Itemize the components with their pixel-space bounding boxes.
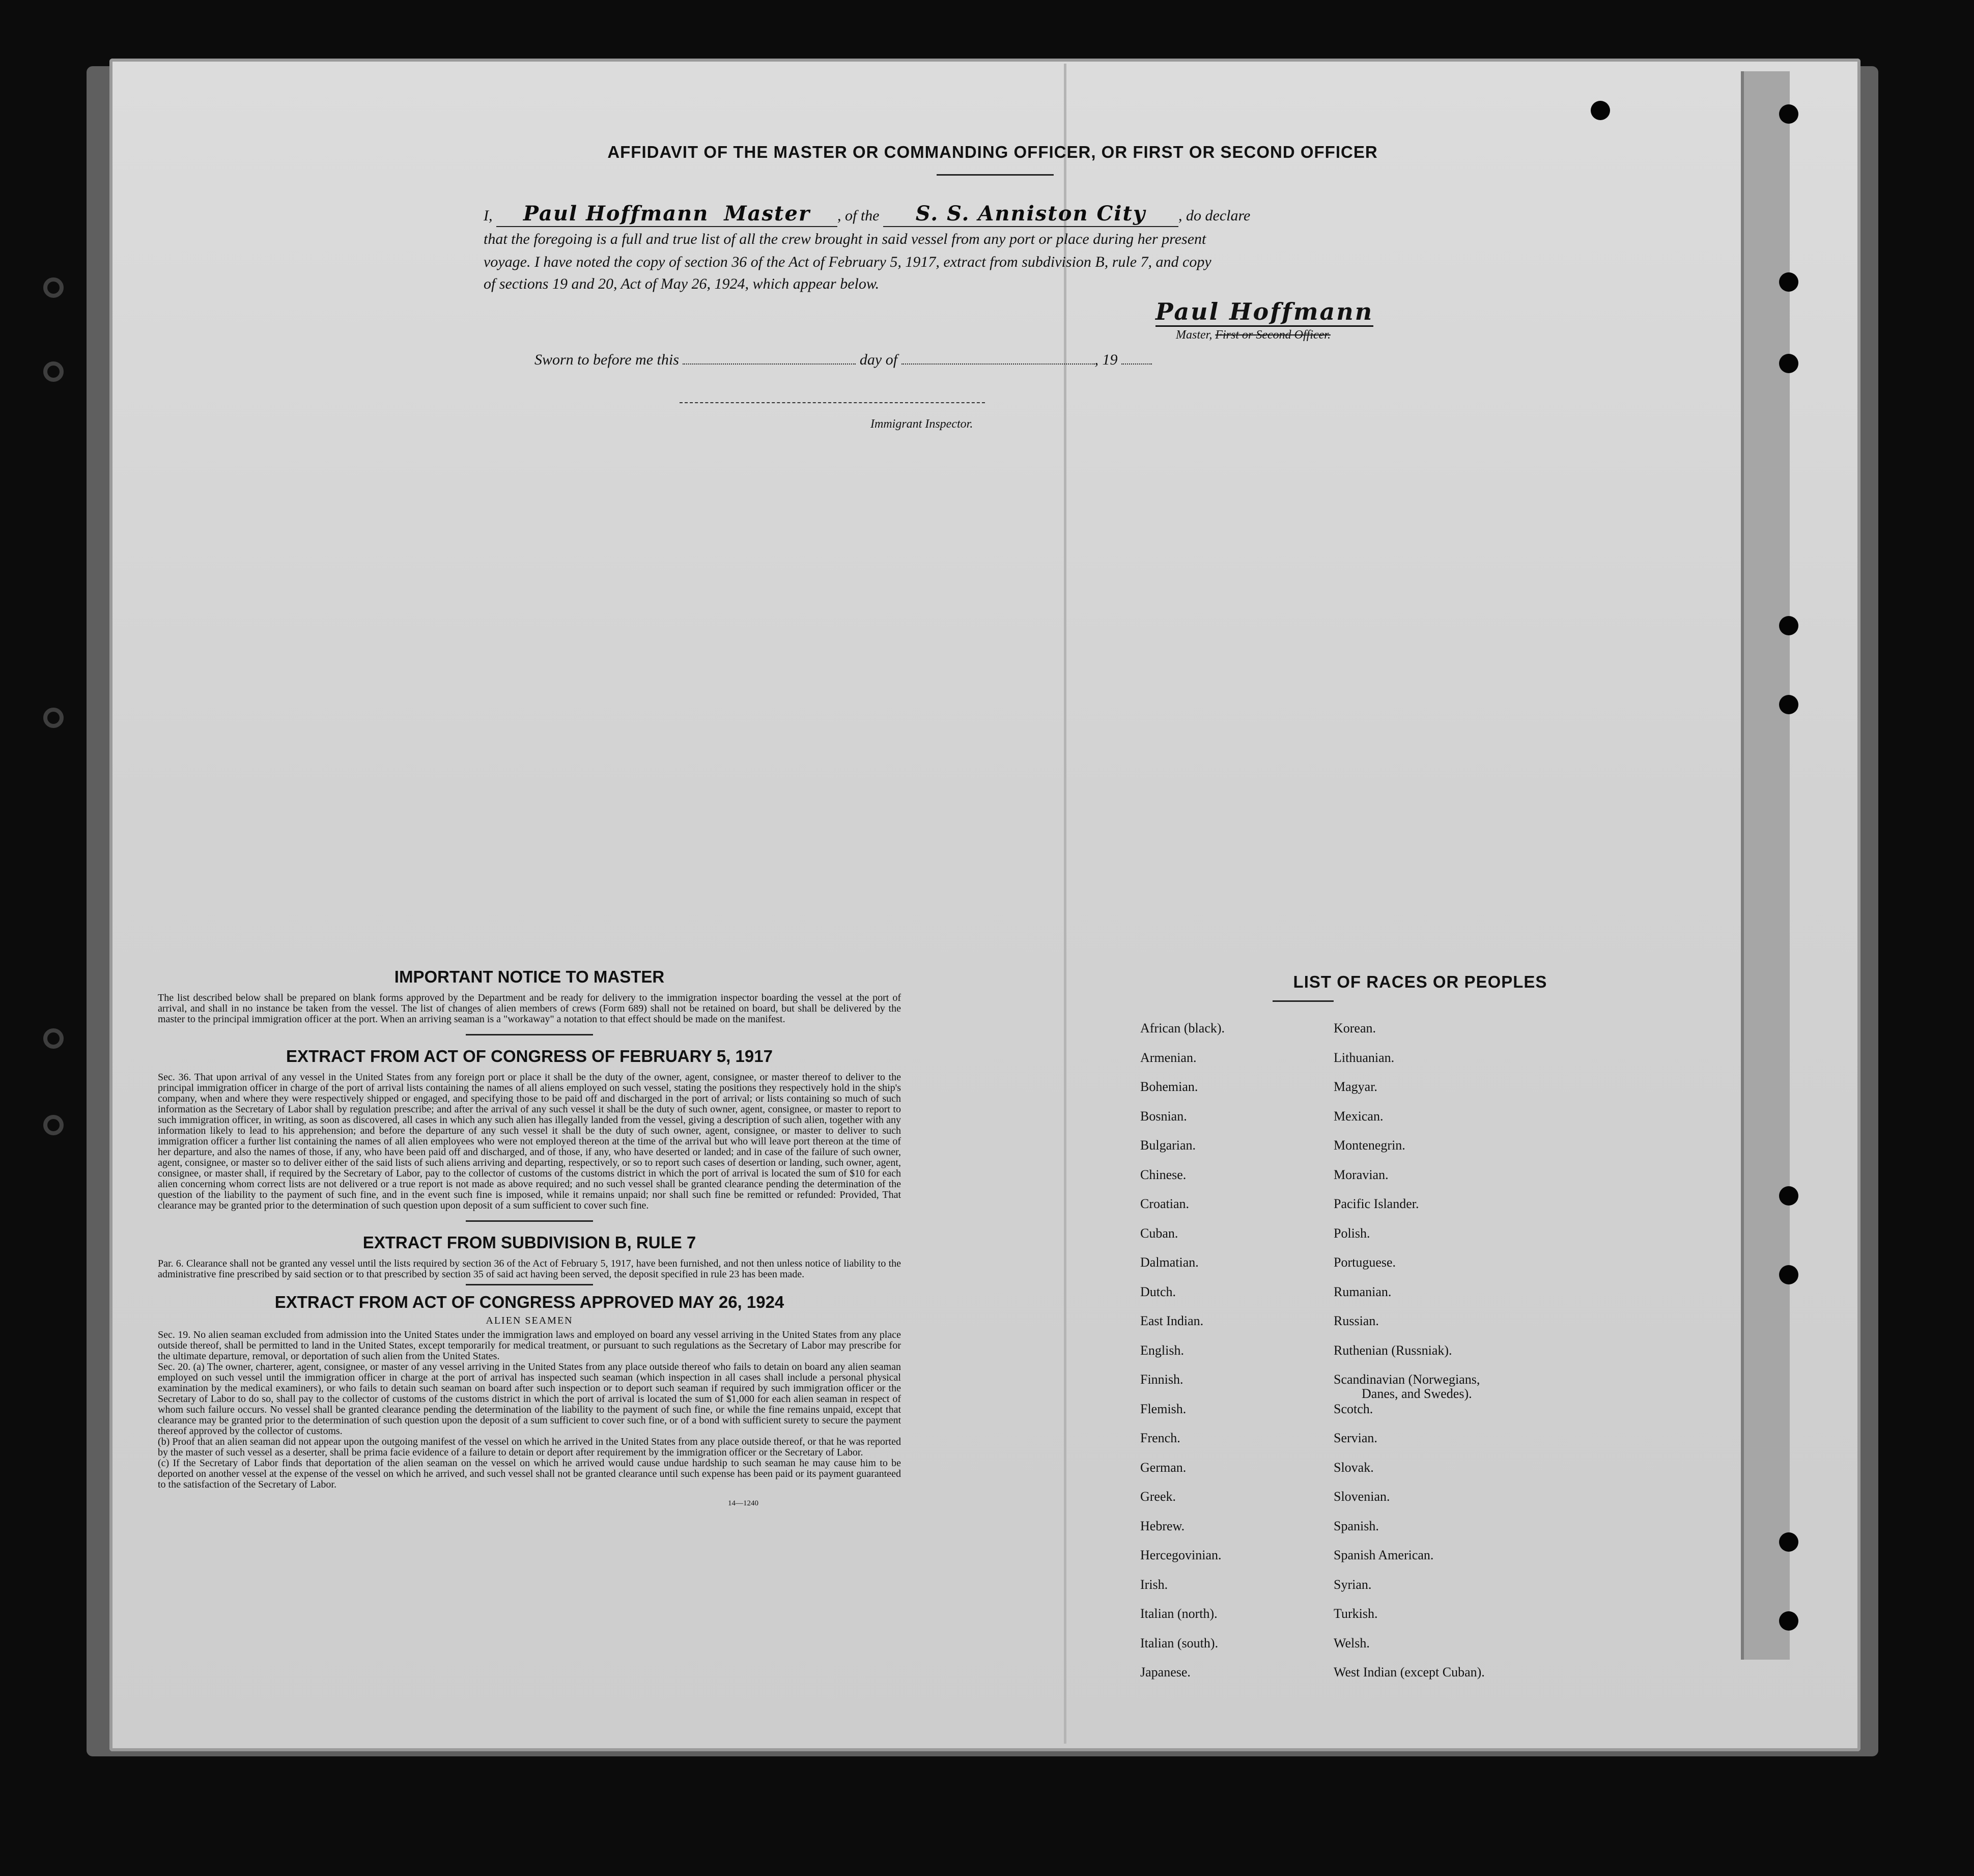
separator bbox=[466, 1284, 593, 1285]
punch-hole bbox=[1779, 272, 1798, 292]
race-item: French. bbox=[1140, 1431, 1180, 1445]
race-item: Polish. bbox=[1334, 1225, 1370, 1241]
race-item: African (black). bbox=[1140, 1021, 1225, 1035]
form-number: 14—1240 bbox=[728, 1499, 758, 1507]
separator bbox=[466, 1034, 593, 1035]
race-item: Slovak. bbox=[1334, 1460, 1374, 1475]
race-item: Servian. bbox=[1334, 1431, 1377, 1445]
affidavit-i: I, bbox=[484, 207, 493, 224]
race-item: Dutch. bbox=[1140, 1284, 1176, 1299]
signature-caption-master: Master, bbox=[1176, 328, 1216, 342]
race-item: Flemish. bbox=[1140, 1401, 1187, 1416]
punch-hole bbox=[1779, 1611, 1798, 1631]
race-item: Korean. bbox=[1334, 1021, 1376, 1035]
race-item: Finnish. bbox=[1140, 1372, 1183, 1387]
extract-1924-title: EXTRACT FROM ACT OF CONGRESS APPROVED MAY 26, 1924 bbox=[274, 1293, 784, 1311]
race-item: Bohemian. bbox=[1140, 1079, 1198, 1094]
sworn-text: Sworn to before me this bbox=[534, 351, 679, 368]
race-item: Armenian. bbox=[1140, 1050, 1197, 1065]
punch-hole bbox=[1591, 101, 1610, 120]
race-item: Syrian. bbox=[1334, 1577, 1372, 1592]
binder-ring bbox=[43, 277, 64, 298]
races-title: LIST OF RACES OR PEOPLES bbox=[1293, 972, 1547, 991]
center-fold bbox=[1064, 64, 1066, 1744]
extract-rule7-text: Par. 6. Clearance shall not be granted any vessel until the lists required by section 36 of the Act of February 5, 1917, have been furnished, and not then unless notice of liability to the administrative fine prescribed by said section or to that prescribed by section 35 of said act having been served, the deposit specified in rule 23 has been made. bbox=[158, 1258, 901, 1280]
races-title-rule bbox=[1273, 1000, 1334, 1002]
race-item: Ruthenian (Russniak). bbox=[1334, 1342, 1452, 1358]
race-item: Danes, and Swedes). bbox=[1362, 1386, 1472, 1401]
binder-ring bbox=[43, 708, 64, 728]
race-item: Bosnian. bbox=[1140, 1108, 1187, 1124]
race-item: Irish. bbox=[1140, 1577, 1168, 1592]
race-item: Hebrew. bbox=[1140, 1518, 1185, 1533]
extract-1917-text: Sec. 36. That upon arrival of any vessel in the United States from any foreign port or place it shall be the duty of the owner, agent, consignee, or master thereof to deliver to the principal immigration officer in charge of the port of arrival lists containing the names of all aliens employed on such vessel, stating the positions they respectively hold in the ship's company, when and where they were respectively shipped or engaged, and specifying those to be paid off and discharged in the port of arrival; or lists containing so much of such information as the Secretary of Labor shall by regulation prescribe; and after the arrival of any such vessel it shall be the duty of such owner, agent, consignee, or master to report to such immigration officer, in writing, as soon as discovered, all cases in which any such alien has illegally landed from the vessel, giving a description of such alien, together with any information likely to lead to his apprehension; and before the departure of any such vessel it shall be the duty of such owner, agent, consignee, or master to deliver to such immigration officer a further list containing the names of all alien employees who were not employed thereon at the time of the arrival but who will leave port thereon at the time of her departure, and also the names of those, if any, who have been paid off and discharged, and of those, if any, who have deserted or landed; and in case of the failure of such owner, agent, consignee, or master so to deliver either of the said lists of such aliens arriving and departing, respectively, or so to report such cases of desertion or landing, such owner, agent, consignee, or master shall, if required by the Secretary of Labor, pay to the collector of customs of the customs district in which the port of arrival is located the sum of $10 for each alien concerning whom correct lists are not delivered or a true report is not made as above required; and no such vessel shall be granted clearance pending the determination of the question of the liability to the payment of such fine, and in the event such fine is imposed, while it remains unpaid; nor shall such fine be remitted or refunded: Provided, That clearance may be granted prior to the determination of such question upon deposit of a sum sufficient to cover such fine. bbox=[158, 1072, 901, 1211]
race-item: Magyar. bbox=[1334, 1079, 1377, 1094]
year-prefix-text: , 19 bbox=[1094, 351, 1118, 368]
race-item: German. bbox=[1140, 1460, 1187, 1475]
punch-hole bbox=[1779, 1265, 1798, 1284]
race-item: Dalmatian. bbox=[1140, 1255, 1199, 1270]
sworn-line bbox=[534, 351, 1152, 369]
race-item: Rumanian. bbox=[1334, 1284, 1392, 1299]
race-item: Russian. bbox=[1334, 1313, 1379, 1328]
page-edge bbox=[1741, 71, 1790, 1660]
race-item: Scotch. bbox=[1334, 1401, 1373, 1416]
master-rank: Master bbox=[724, 202, 811, 226]
do-declare-text: , do declare bbox=[1178, 207, 1251, 224]
punch-hole bbox=[1779, 104, 1798, 124]
race-item: Pacific Islander. bbox=[1334, 1196, 1419, 1211]
signature-caption-struck: First or Second Officer. bbox=[1215, 328, 1331, 342]
race-item: Portuguese. bbox=[1334, 1255, 1396, 1270]
master-signature: Paul Hoffmann bbox=[1155, 298, 1373, 327]
race-item: Moravian. bbox=[1334, 1167, 1389, 1182]
race-item: Hercegovinian. bbox=[1140, 1548, 1222, 1562]
extract-rule7-title: EXTRACT FROM SUBDIVISION B, RULE 7 bbox=[362, 1233, 696, 1252]
of-the-text: , of the bbox=[837, 207, 880, 224]
affidavit-declaration-line bbox=[484, 204, 1451, 227]
race-item: English. bbox=[1140, 1342, 1184, 1358]
race-item: Greek. bbox=[1140, 1489, 1176, 1504]
race-item: West Indian (except Cuban). bbox=[1334, 1665, 1485, 1679]
extract-1917-title: EXTRACT FROM ACT OF CONGRESS OF FEBRUARY 5, 1917 bbox=[286, 1047, 773, 1066]
affidavit-line-2: that the foregoing is a full and true list of all the crew brought in said vessel from any port or place during her present bbox=[484, 231, 1206, 247]
inspector-signature-line bbox=[680, 402, 985, 403]
legal-notices bbox=[148, 967, 911, 1508]
race-item: Slovenian. bbox=[1334, 1489, 1390, 1504]
race-item: Scandinavian (Norwegians, bbox=[1334, 1372, 1480, 1387]
race-item: Cuban. bbox=[1140, 1225, 1178, 1241]
race-item: Mexican. bbox=[1334, 1108, 1384, 1124]
race-item: Welsh. bbox=[1334, 1635, 1370, 1650]
notice-title: IMPORTANT NOTICE TO MASTER bbox=[394, 967, 665, 986]
race-item: Lithuanian. bbox=[1334, 1050, 1395, 1065]
inspector-label: Immigrant Inspector. bbox=[870, 417, 973, 431]
section-20b-text: (b) Proof that an alien seaman did not appear upon the outgoing manifest of the vessel on which he arrived in the United States from any place outside thereof, or that he was reported by the master of such vessel as a deserter, shall be prima facie evidence of a failure to detain or deport after requirement by the immigration officer or the Secretary of Labor. bbox=[158, 1436, 901, 1458]
alien-seamen-subtitle: ALIEN SEAMEN bbox=[486, 1315, 573, 1326]
punch-hole bbox=[1779, 695, 1798, 714]
race-item: Croatian. bbox=[1140, 1196, 1190, 1211]
day-of-text: day of bbox=[859, 351, 898, 368]
signature-caption bbox=[1176, 328, 1331, 342]
master-name: Paul Hoffmann bbox=[523, 202, 709, 226]
affidavit-line-4: of sections 19 and 20, Act of May 26, 1924, which appear below. bbox=[484, 275, 880, 292]
affidavit-title: AFFIDAVIT OF THE MASTER OR COMMANDING OFFICER, OR FIRST OR SECOND OFFICER bbox=[607, 143, 1378, 161]
binder-ring bbox=[43, 1115, 64, 1135]
race-item: Spanish. bbox=[1334, 1518, 1379, 1533]
section-19-text: Sec. 19. No alien seaman excluded from admission into the United States under the immigration laws and employed on board any vessel arriving in the United States from any place outside thereof, shall be permitted to land in the United States, except temporarily for medical treatment, or pursuant to such regulations as the Secretary of Labor may prescribe for the ultimate departure, removal, or deportation of such alien from the United States. bbox=[158, 1329, 901, 1362]
race-item: Chinese. bbox=[1140, 1167, 1187, 1182]
race-item: Turkish. bbox=[1334, 1606, 1378, 1621]
race-item: Japanese. bbox=[1140, 1665, 1191, 1679]
race-item: East Indian. bbox=[1140, 1313, 1204, 1328]
affidavit-line-3: voyage. I have noted the copy of section 36 of the Act of February 5, 1917, extract from subdivision B, rule 7, and copy bbox=[484, 254, 1211, 270]
vessel-name: S. S. Anniston City bbox=[915, 202, 1146, 226]
race-item: Italian (north). bbox=[1140, 1606, 1218, 1621]
title-rule bbox=[937, 174, 1054, 176]
section-20c-text: (c) If the Secretary of Labor finds that deportation of the alien seaman on the vessel on which he arrived would cause undue hardship to such seaman he may cause him to be deported on another vessel at the expense of the vessel on which he arrived, and such vessel shall not be granted clearance until such expense has been paid or its payment guaranteed to the satisfaction of the Secretary of Labor. bbox=[158, 1458, 901, 1490]
binder-ring bbox=[43, 361, 64, 382]
punch-hole bbox=[1779, 354, 1798, 373]
race-item: Montenegrin. bbox=[1334, 1138, 1405, 1153]
section-20a-text: Sec. 20. (a) The owner, charterer, agent, consignee, or master of any vessel arriving in the United States from any place outside thereof who fails to detain on board any alien seaman employed on such vessel until the immigration officer in charge at the port of arrival has inspected such seaman (which inspection in all cases shall include a personal physical examination by the medical examiners), or who fails to detain such seaman on board after such inspection or to deport such seaman if required by such immigration officer or the Secretary of Labor to do so, shall pay to the collector of customs of the customs district in which the port of arrival is located the sum of $1,000 for each alien seaman in respect of whom such failure occurs. No vessel shall be granted clearance pending the determination of the liability to the payment of such fine, or while the fine remains unpaid, except that clearance may be granted prior to the determination of such question upon the deposit of a sum sufficient to cover such fine, or of a bond with sufficient surety to secure the payment thereof approved by the collector of customs. bbox=[158, 1361, 901, 1437]
separator bbox=[466, 1220, 593, 1222]
race-item: Bulgarian. bbox=[1140, 1138, 1196, 1153]
race-item: Spanish American. bbox=[1334, 1548, 1434, 1562]
punch-hole bbox=[1779, 1186, 1798, 1206]
punch-hole bbox=[1779, 616, 1798, 635]
notice-text: The list described below shall be prepared on blank forms approved by the Department and be ready for delivery to the immigration inspector boarding the vessel at the port of arrival, and shall in no instance be taken from the vessel. The list of changes of alien members of crews (Form 689) shall not be retained on board, but shall be delivered by the master to the principal immigration officer at the port. When an arriving seaman is a "workaway" a notation to that effect should be made on the manifest. bbox=[158, 992, 901, 1025]
binder-ring bbox=[43, 1028, 64, 1049]
punch-hole bbox=[1779, 1532, 1798, 1552]
race-item: Italian (south). bbox=[1140, 1635, 1219, 1650]
